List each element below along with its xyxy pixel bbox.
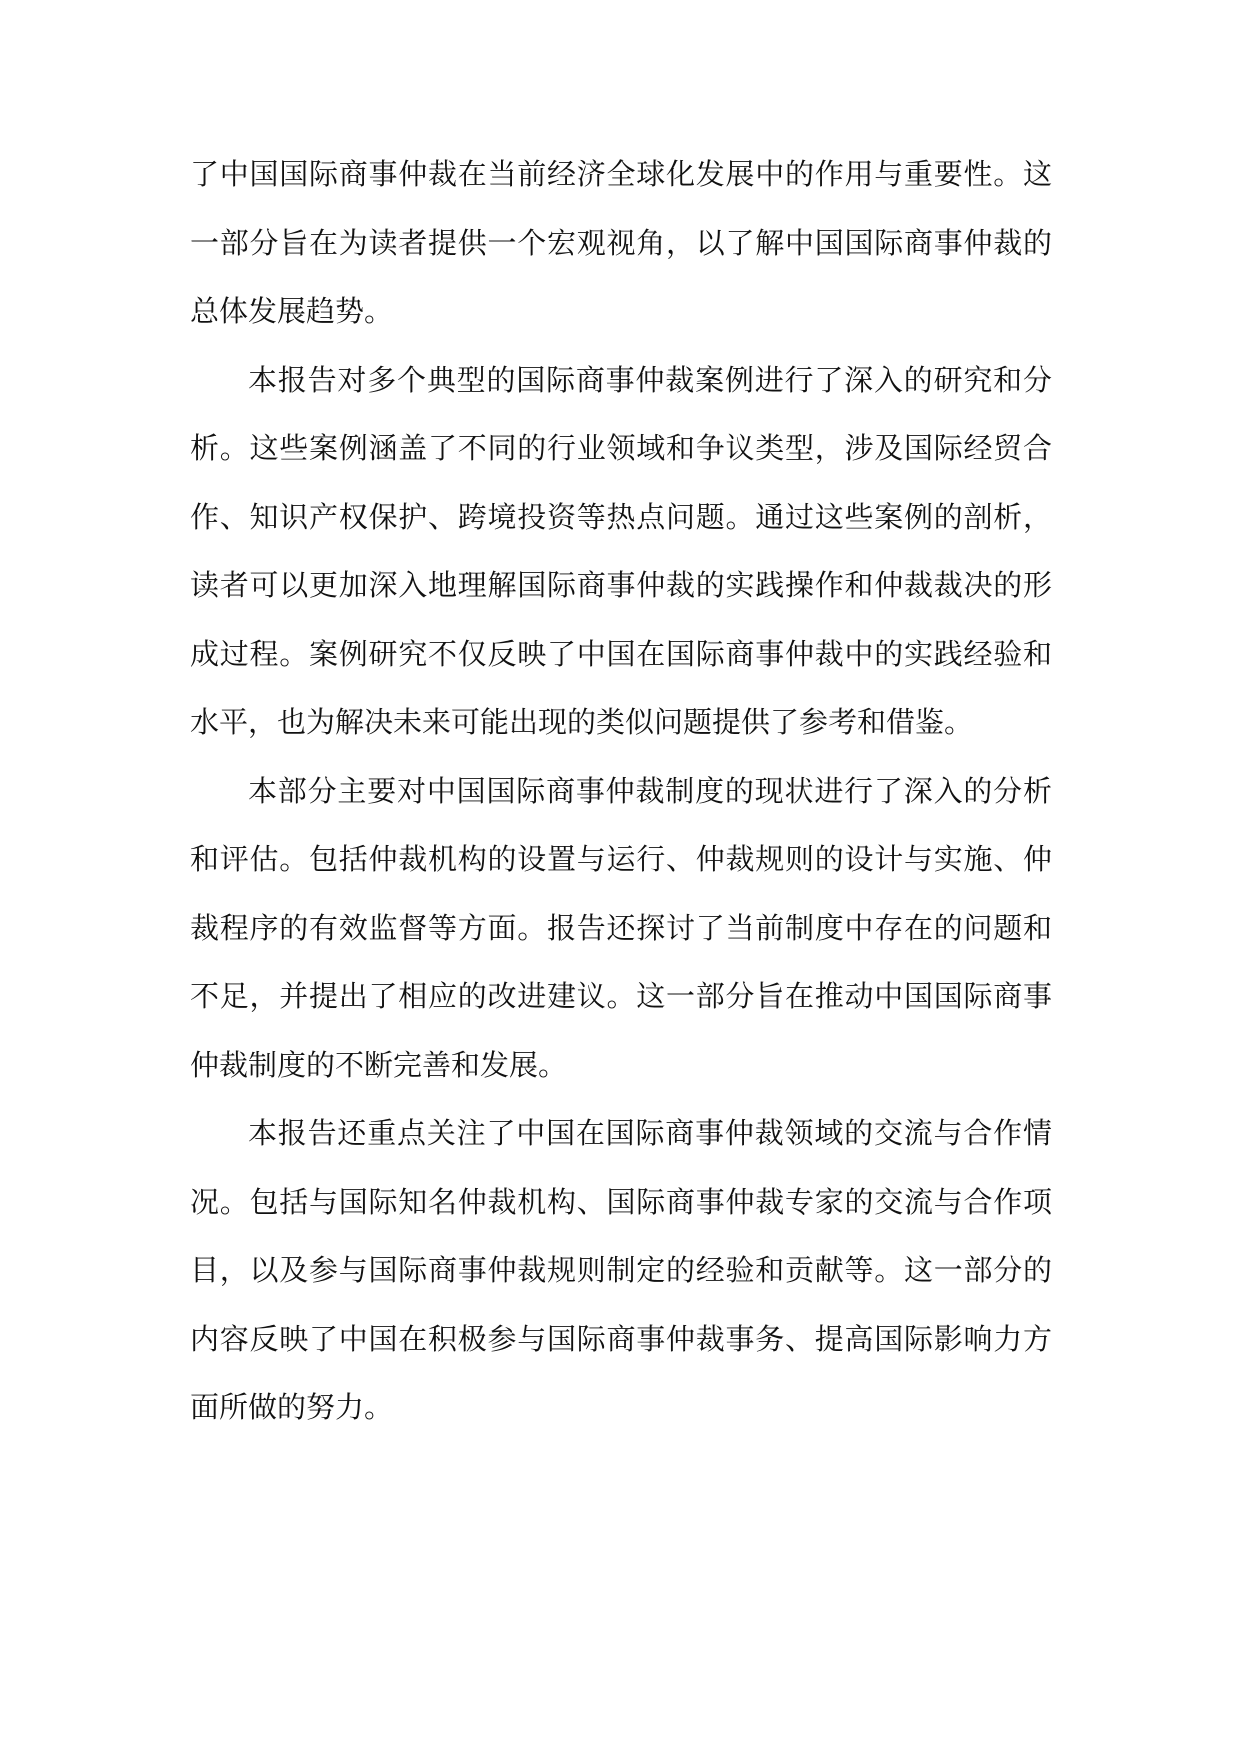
body-text [190,140,1052,1442]
paragraph-system-analysis: 本部分主要对中国国际商事仲裁制度的现状进行了深入的分析和评估。包括仲裁机构的设置与运行、仲裁规则的设计与实施、仲裁程序的有效监督等方面。报告还探讨了当前制度中存在的问题和不足，并提出了相应的改进建议。这一部分旨在推动中国国际商事仲裁制度的不断完善和发展。 [190,773,1052,1082]
paragraph-international-cooperation: 本报告还重点关注了中国在国际商事仲裁领域的交流与合作情况。包括与国际知名仲裁机构、国际商事仲裁专家的交流与合作项目，以及参与国际商事仲裁规则制定的经验和贡献等。这一部分的内容反映了中国在积极参与国际商事仲裁事务、提高国际影响力方面所做的努力。 [190,1116,1052,1424]
paragraph-case-studies: 本报告对多个典型的国际商事仲裁案例进行了深入的研究和分析。这些案例涵盖了不同的行业领域和争议类型，涉及国际经贸合作、知识产权保护、跨境投资等热点问题。通过这些案例的剖析，读者可以更加深入地理解国际商事仲裁的实践操作和仲裁裁决的形成过程。案例研究不仅反映了中国在国际商事仲裁中的实践经验和水平，也为解决未来可能出现的类似问题提供了参考和借鉴。 [190,362,1052,739]
paragraph-continuation: 了中国国际商事仲裁在当前经济全球化发展中的作用与重要性。这一部分旨在为读者提供一个宏观视角，以了解中国国际商事仲裁的总体发展趋势。 [190,157,1052,328]
